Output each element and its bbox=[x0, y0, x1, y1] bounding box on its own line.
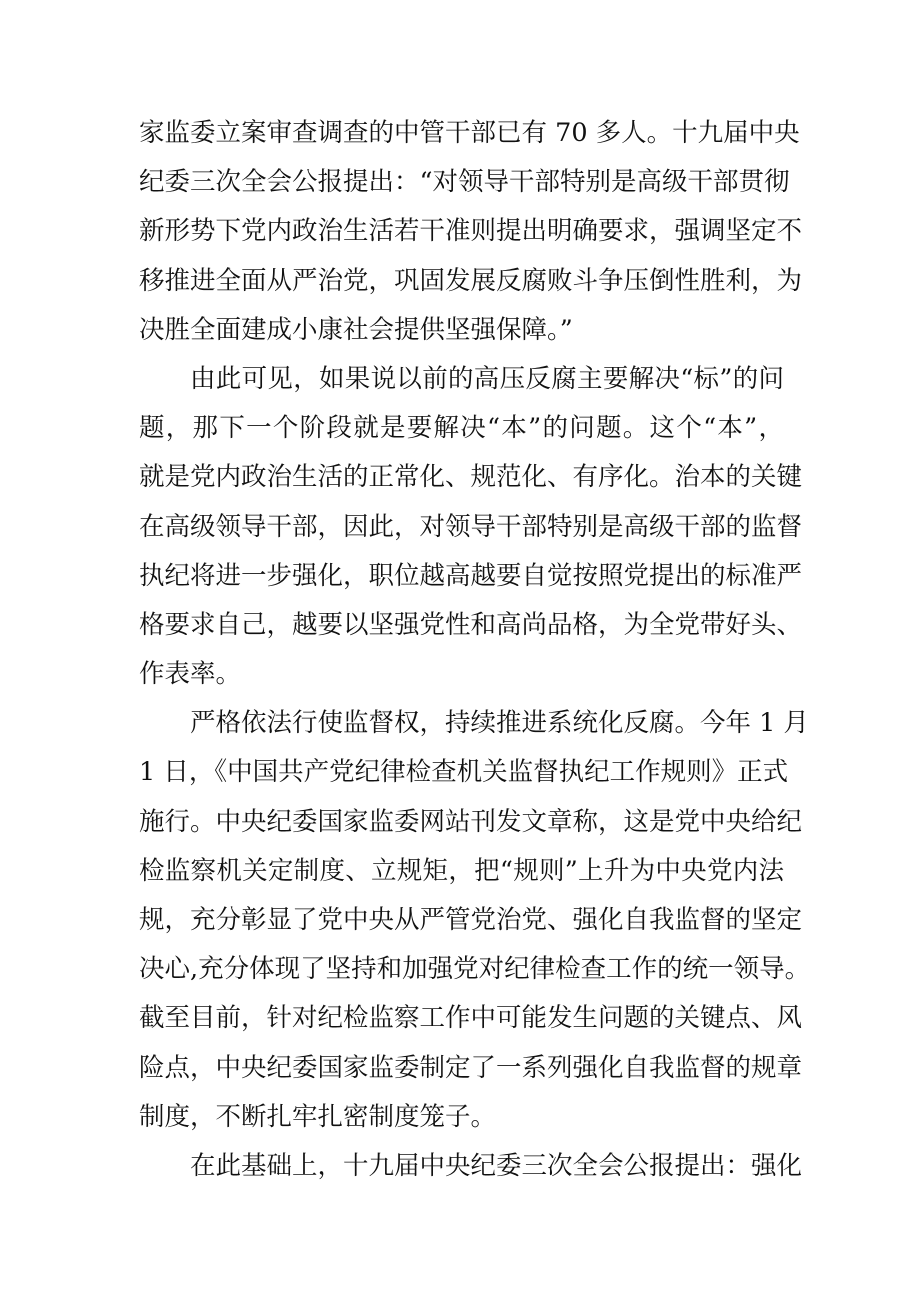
text-line: 检监察机关定制度、立规矩，把“规则”上升为中央党内法 bbox=[139, 855, 784, 886]
text-line: 纪委三次全会公报提出：“对领导干部特别是高级干部贯彻 bbox=[139, 167, 790, 198]
text-line: 格要求自己，越要以坚强党性和高尚品格，为全党带好头、 bbox=[139, 609, 803, 640]
text-line: 1 日，《中国共产党纪律检查机关监督执纪工作规则》正式 bbox=[139, 757, 789, 788]
paragraph-2 bbox=[139, 355, 803, 699]
text-line: 在此基础上，十九届中央纪委三次全会公报提出：强化 bbox=[190, 1150, 803, 1181]
paragraph-1 bbox=[139, 109, 803, 355]
text-line: 由此可见，如果说以前的高压反腐主要解决“标”的问 bbox=[190, 363, 784, 394]
paragraph-3 bbox=[139, 699, 811, 1142]
text-line: 执纪将进一步强化，职位越高越要自觉按照党提出的标准严 bbox=[139, 560, 803, 591]
text-line: 严格依法行使监督权，持续推进系统化反腐。今年 1 月 bbox=[190, 708, 809, 739]
text-line: 题，那下一个阶段就是要解决“本”的问题。这个“本”， bbox=[139, 413, 784, 444]
text-line: 新形势下党内政治生活若干准则提出明确要求，强调坚定不 bbox=[139, 216, 803, 247]
text-line: 施行。中央纪委国家监委网站刊发文章称，这是党中央给纪 bbox=[139, 806, 803, 837]
text-line: 制度，不断扎牢扎密制度笼子。 bbox=[139, 1101, 497, 1132]
text-line: 就是党内政治生活的正常化、规范化、有序化。治本的关键 bbox=[139, 462, 803, 493]
text-line: 家监委立案审查调查的中管干部已有 70 多人。十九届中央 bbox=[139, 118, 800, 148]
text-line: 截至目前，针对纪检监察工作中可能发生问题的关键点、风 bbox=[139, 1003, 803, 1034]
document-body bbox=[139, 109, 811, 1191]
paragraph-4 bbox=[139, 1142, 803, 1191]
text-line: 移推进全面从严治党，巩固发展反腐败斗争压倒性胜利，为 bbox=[139, 265, 803, 296]
text-line: 决胜全面建成小康社会提供坚强保障。” bbox=[139, 314, 573, 345]
text-line: 作表率。 bbox=[139, 659, 242, 690]
text-line: 险点，中央纪委国家监委制定了一系列强化自我监督的规章 bbox=[139, 1052, 803, 1083]
text-line: 规，充分彰显了党中央从严管党治党、强化自我监督的坚定 bbox=[139, 905, 803, 935]
text-line: 在高级领导干部，因此，对领导干部特别是高级干部的监督 bbox=[139, 511, 803, 542]
text-line: 决心,充分体现了坚持和加强党对纪律检查工作的统一领导。 bbox=[139, 954, 811, 985]
